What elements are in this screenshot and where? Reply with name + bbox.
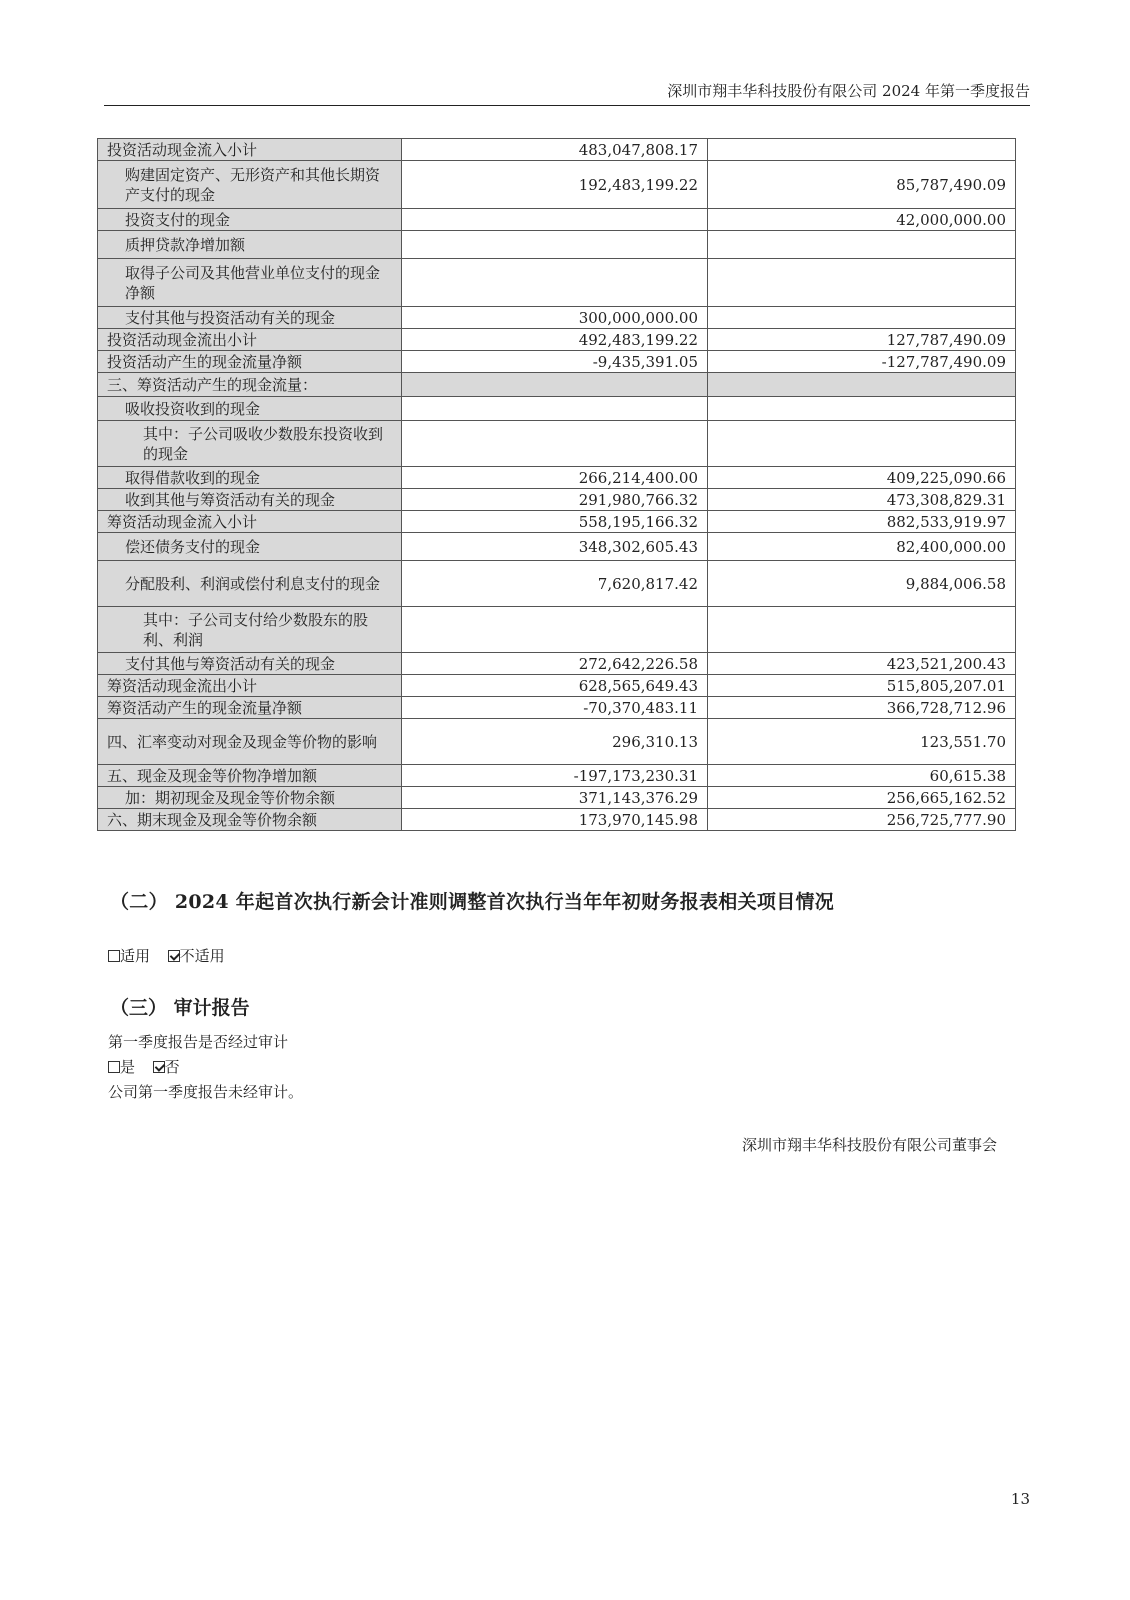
row-label: 支付其他与筹资活动有关的现金: [98, 653, 402, 675]
prior-period-value: 60,615.38: [708, 765, 1016, 787]
current-period-value: 7,620,817.42: [402, 561, 708, 607]
current-period-value: -197,173,230.31: [402, 765, 708, 787]
row-label: 投资活动产生的现金流量净额: [98, 351, 402, 373]
current-period-value: [402, 209, 708, 231]
current-period-value: [402, 259, 708, 307]
table-row: [98, 697, 1016, 719]
row-label: 取得借款收到的现金: [98, 467, 402, 489]
row-label: 五、现金及现金等价物净增加额: [98, 765, 402, 787]
table-row: [98, 653, 1016, 675]
current-period-value: -70,370,483.11: [402, 697, 708, 719]
table-row: [98, 607, 1016, 653]
row-label: 吸收投资收到的现金: [98, 397, 402, 421]
audit-options: [108, 1056, 180, 1077]
prior-period-value: 42,000,000.00: [708, 209, 1016, 231]
prior-period-value: [708, 607, 1016, 653]
table-row: [98, 351, 1016, 373]
current-period-value: 558,195,166.32: [402, 511, 708, 533]
current-period-value: 300,000,000.00: [402, 307, 708, 329]
prior-period-value: 366,728,712.96: [708, 697, 1016, 719]
table-row: [98, 765, 1016, 787]
prior-period-value: 256,665,162.52: [708, 787, 1016, 809]
row-label: 收到其他与筹资活动有关的现金: [98, 489, 402, 511]
table-row: [98, 397, 1016, 421]
table-row: [98, 533, 1016, 561]
checked-box-icon: [168, 950, 180, 962]
prior-period-value: 882,533,919.97: [708, 511, 1016, 533]
current-period-value: [402, 421, 708, 467]
table-row: [98, 161, 1016, 209]
prior-period-value: [708, 397, 1016, 421]
current-period-value: 291,980,766.32: [402, 489, 708, 511]
header-divider: [104, 105, 1030, 106]
prior-period-value: [708, 139, 1016, 161]
applicability-options: [108, 945, 225, 966]
option-no-label: 否: [164, 1058, 180, 1076]
prior-period-value: 256,725,777.90: [708, 809, 1016, 831]
prior-period-value: 127,787,490.09: [708, 329, 1016, 351]
current-period-value: 173,970,145.98: [402, 809, 708, 831]
table-row: [98, 373, 1016, 397]
row-label: 购建固定资产、无形资产和其他长期资产支付的现金: [98, 161, 402, 209]
current-period-value: 296,310.13: [402, 719, 708, 765]
table-row: [98, 561, 1016, 607]
audit-statement: 公司第一季度报告未经审计。: [108, 1083, 304, 1101]
table-row: [98, 809, 1016, 831]
table-row: [98, 467, 1016, 489]
prior-period-value: [708, 421, 1016, 467]
row-label: 分配股利、利润或偿付利息支付的现金: [98, 561, 402, 607]
row-label: 筹资活动现金流出小计: [98, 675, 402, 697]
table-row: [98, 719, 1016, 765]
row-label: 其中：子公司吸收少数股东投资收到的现金: [98, 421, 402, 467]
row-label: 筹资活动产生的现金流量净额: [98, 697, 402, 719]
prior-period-value: 82,400,000.00: [708, 533, 1016, 561]
prior-period-value: 409,225,090.66: [708, 467, 1016, 489]
board-signature: 深圳市翔丰华科技股份有限公司董事会: [741, 1136, 997, 1154]
row-label: 取得子公司及其他营业单位支付的现金净额: [98, 259, 402, 307]
row-label: 投资支付的现金: [98, 209, 402, 231]
current-period-value: [402, 231, 708, 259]
section-2-heading: （二） 2024 年起首次执行新会计准则调整首次执行当年年初财务报表相关项目情况: [110, 891, 835, 913]
prior-period-value: 85,787,490.09: [708, 161, 1016, 209]
current-period-value: 192,483,199.22: [402, 161, 708, 209]
option-applicable-label: 适用: [120, 947, 151, 965]
checked-box-icon: [153, 1061, 165, 1073]
row-label: 投资活动现金流入小计: [98, 139, 402, 161]
row-label: 质押贷款净增加额: [98, 231, 402, 259]
prior-period-value: [708, 307, 1016, 329]
table-row: [98, 307, 1016, 329]
prior-period-value: [708, 259, 1016, 307]
row-label: 三、筹资活动产生的现金流量：: [98, 373, 402, 397]
table-row: [98, 329, 1016, 351]
table-row: [98, 209, 1016, 231]
row-label: 支付其他与投资活动有关的现金: [98, 307, 402, 329]
row-label: 加：期初现金及现金等价物余额: [98, 787, 402, 809]
prior-period-value: [708, 231, 1016, 259]
row-label: 六、期末现金及现金等价物余额: [98, 809, 402, 831]
row-label: 偿还债务支付的现金: [98, 533, 402, 561]
table-row: [98, 421, 1016, 467]
table-row: [98, 259, 1016, 307]
row-label: 投资活动现金流出小计: [98, 329, 402, 351]
current-period-value: 371,143,376.29: [402, 787, 708, 809]
cash-flow-table: [97, 138, 1016, 831]
page-header-title: 深圳市翔丰华科技股份有限公司 2024 年第一季度报告: [667, 82, 1030, 100]
prior-period-value: 9,884,006.58: [708, 561, 1016, 607]
unchecked-box-icon: [108, 950, 120, 962]
page-number: 13: [1010, 1490, 1030, 1508]
prior-period-value: -127,787,490.09: [708, 351, 1016, 373]
prior-period-value: [708, 373, 1016, 397]
table-row: [98, 787, 1016, 809]
table-row: [98, 231, 1016, 259]
audit-question: 第一季度报告是否经过审计: [108, 1033, 289, 1051]
row-label: 四、汇率变动对现金及现金等价物的影响: [98, 719, 402, 765]
row-label: 其中：子公司支付给少数股东的股利、利润: [98, 607, 402, 653]
section-3-heading: （三） 审计报告: [110, 997, 250, 1019]
table-row: [98, 489, 1016, 511]
prior-period-value: 423,521,200.43: [708, 653, 1016, 675]
current-period-value: 483,047,808.17: [402, 139, 708, 161]
current-period-value: -9,435,391.05: [402, 351, 708, 373]
current-period-value: [402, 397, 708, 421]
table-row: [98, 511, 1016, 533]
current-period-value: 628,565,649.43: [402, 675, 708, 697]
table-row: [98, 139, 1016, 161]
row-label: 筹资活动现金流入小计: [98, 511, 402, 533]
current-period-value: 492,483,199.22: [402, 329, 708, 351]
current-period-value: 348,302,605.43: [402, 533, 708, 561]
prior-period-value: 473,308,829.31: [708, 489, 1016, 511]
prior-period-value: 515,805,207.01: [708, 675, 1016, 697]
current-period-value: [402, 373, 708, 397]
current-period-value: 266,214,400.00: [402, 467, 708, 489]
option-not-applicable-label: 不适用: [179, 947, 225, 965]
option-yes-label: 是: [120, 1058, 136, 1076]
unchecked-box-icon: [108, 1061, 120, 1073]
table-row: [98, 675, 1016, 697]
current-period-value: 272,642,226.58: [402, 653, 708, 675]
current-period-value: [402, 607, 708, 653]
prior-period-value: 123,551.70: [708, 719, 1016, 765]
